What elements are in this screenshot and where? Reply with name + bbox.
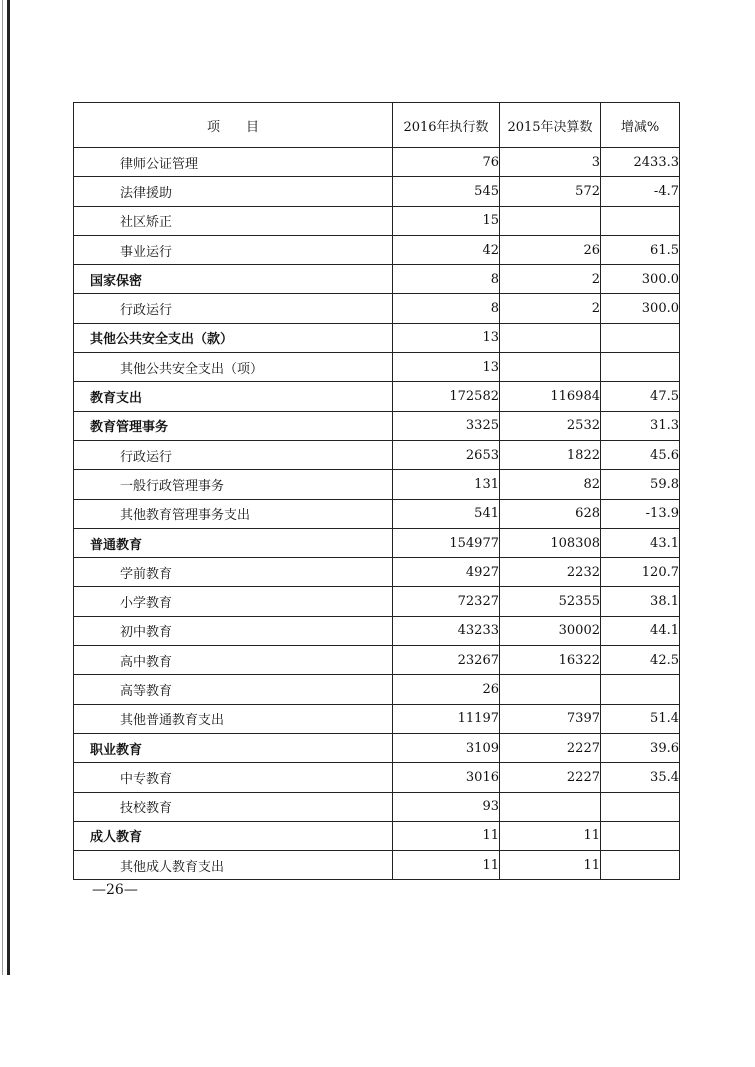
- scan-edge: [7, 0, 10, 975]
- table-row: [74, 235, 680, 264]
- row-2016-value: 76: [393, 148, 500, 177]
- row-change-value: 38.1: [601, 587, 680, 616]
- row-2015-value: 11: [500, 851, 601, 880]
- table-body: [74, 148, 680, 880]
- page-number: —26—: [92, 882, 138, 898]
- row-change-value: 31.3: [601, 411, 680, 440]
- row-change-value: [601, 323, 680, 352]
- row-change-value: 61.5: [601, 235, 680, 264]
- row-2016-value: 23267: [393, 646, 500, 675]
- header-change-percent: 增减%: [601, 103, 680, 148]
- row-2015-value: 108308: [500, 528, 601, 557]
- table-row: [74, 792, 680, 821]
- row-item-name: 教育支出: [74, 382, 393, 411]
- row-2015-value: 11: [500, 821, 601, 850]
- row-item-name: 其他教育管理事务支出: [74, 499, 393, 528]
- table-row: [74, 733, 680, 762]
- row-item-name: 中专教育: [74, 763, 393, 792]
- row-2015-value: 628: [500, 499, 601, 528]
- row-change-value: 45.6: [601, 440, 680, 469]
- row-2016-value: 4927: [393, 558, 500, 587]
- row-2015-value: 1822: [500, 440, 601, 469]
- row-item-name: 事业运行: [74, 235, 393, 264]
- row-2016-value: 13: [393, 323, 500, 352]
- row-item-name: 其他成人教育支出: [74, 851, 393, 880]
- row-2015-value: [500, 792, 601, 821]
- row-change-value: 300.0: [601, 294, 680, 323]
- row-2016-value: 8: [393, 294, 500, 323]
- row-2015-value: 3: [500, 148, 601, 177]
- row-item-name: 行政运行: [74, 440, 393, 469]
- table-row: [74, 763, 680, 792]
- scan-edge-shadow: [2, 0, 3, 975]
- table-row: [74, 704, 680, 733]
- row-item-name: 小学教育: [74, 587, 393, 616]
- row-2016-value: 43233: [393, 616, 500, 645]
- row-2016-value: 15: [393, 206, 500, 235]
- row-2016-value: 11: [393, 851, 500, 880]
- table-row: [74, 148, 680, 177]
- row-2015-value: 116984: [500, 382, 601, 411]
- row-2016-value: 541: [393, 499, 500, 528]
- row-change-value: -13.9: [601, 499, 680, 528]
- row-item-name: 成人教育: [74, 821, 393, 850]
- header-2015-final: 2015年决算数: [500, 103, 601, 148]
- row-2016-value: 3109: [393, 733, 500, 762]
- row-item-name: 其他公共安全支出（款）: [74, 323, 393, 352]
- row-item-name: 初中教育: [74, 616, 393, 645]
- row-2016-value: 2653: [393, 440, 500, 469]
- row-2015-value: 30002: [500, 616, 601, 645]
- row-item-name: 其他普通教育支出: [74, 704, 393, 733]
- row-item-name: 国家保密: [74, 265, 393, 294]
- header-item: 项 目: [74, 103, 393, 148]
- row-2015-value: [500, 206, 601, 235]
- row-change-value: 300.0: [601, 265, 680, 294]
- row-change-value: [601, 206, 680, 235]
- row-2015-value: 2: [500, 265, 601, 294]
- table-row: [74, 646, 680, 675]
- table-row: [74, 587, 680, 616]
- row-2016-value: 93: [393, 792, 500, 821]
- row-item-name: 行政运行: [74, 294, 393, 323]
- row-2015-value: 572: [500, 177, 601, 206]
- table-row: [74, 353, 680, 382]
- row-2016-value: 8: [393, 265, 500, 294]
- table-row: [74, 499, 680, 528]
- row-2015-value: 2232: [500, 558, 601, 587]
- row-2015-value: 2: [500, 294, 601, 323]
- row-change-value: 120.7: [601, 558, 680, 587]
- table-row: [74, 470, 680, 499]
- row-change-value: [601, 821, 680, 850]
- row-change-value: 43.1: [601, 528, 680, 557]
- row-change-value: 42.5: [601, 646, 680, 675]
- row-2016-value: 42: [393, 235, 500, 264]
- table-row: [74, 616, 680, 645]
- row-item-name: 学前教育: [74, 558, 393, 587]
- table-row: [74, 821, 680, 850]
- row-2015-value: [500, 353, 601, 382]
- row-item-name: 律师公证管理: [74, 148, 393, 177]
- row-2015-value: 52355: [500, 587, 601, 616]
- row-2016-value: 11: [393, 821, 500, 850]
- row-item-name: 教育管理事务: [74, 411, 393, 440]
- row-2015-value: 82: [500, 470, 601, 499]
- row-item-name: 一般行政管理事务: [74, 470, 393, 499]
- row-change-value: 35.4: [601, 763, 680, 792]
- row-change-value: 59.8: [601, 470, 680, 499]
- table-row: [74, 558, 680, 587]
- row-2015-value: 7397: [500, 704, 601, 733]
- row-2016-value: 545: [393, 177, 500, 206]
- row-2016-value: 3325: [393, 411, 500, 440]
- row-change-value: 51.4: [601, 704, 680, 733]
- table-row: [74, 294, 680, 323]
- row-2016-value: 72327: [393, 587, 500, 616]
- row-2016-value: 13: [393, 353, 500, 382]
- table-row: [74, 851, 680, 880]
- row-2016-value: 131: [393, 470, 500, 499]
- row-item-name: 其他公共安全支出（项）: [74, 353, 393, 382]
- row-change-value: -4.7: [601, 177, 680, 206]
- row-2016-value: 172582: [393, 382, 500, 411]
- row-change-value: 39.6: [601, 733, 680, 762]
- row-change-value: [601, 353, 680, 382]
- table-row: [74, 265, 680, 294]
- row-item-name: 高等教育: [74, 675, 393, 704]
- row-change-value: [601, 675, 680, 704]
- header-2016-actual: 2016年执行数: [393, 103, 500, 148]
- row-2015-value: 26: [500, 235, 601, 264]
- budget-table: [73, 102, 680, 880]
- table-row: [74, 177, 680, 206]
- row-item-name: 社区矫正: [74, 206, 393, 235]
- row-2015-value: [500, 323, 601, 352]
- row-change-value: 2433.3: [601, 148, 680, 177]
- table-row: [74, 411, 680, 440]
- row-change-value: 47.5: [601, 382, 680, 411]
- table-row: [74, 382, 680, 411]
- row-item-name: 职业教育: [74, 733, 393, 762]
- row-item-name: 普通教育: [74, 528, 393, 557]
- row-change-value: [601, 792, 680, 821]
- table-row: [74, 675, 680, 704]
- table-row: [74, 440, 680, 469]
- row-2015-value: 2227: [500, 733, 601, 762]
- table-row: [74, 323, 680, 352]
- row-change-value: [601, 851, 680, 880]
- table-row: [74, 206, 680, 235]
- row-item-name: 技校教育: [74, 792, 393, 821]
- row-item-name: 高中教育: [74, 646, 393, 675]
- row-2016-value: 11197: [393, 704, 500, 733]
- row-2016-value: 26: [393, 675, 500, 704]
- row-2015-value: 2532: [500, 411, 601, 440]
- table-header-row: [74, 103, 680, 148]
- row-2015-value: [500, 675, 601, 704]
- table-row: [74, 528, 680, 557]
- row-item-name: 法律援助: [74, 177, 393, 206]
- row-2015-value: 2227: [500, 763, 601, 792]
- row-2016-value: 154977: [393, 528, 500, 557]
- row-change-value: 44.1: [601, 616, 680, 645]
- row-2015-value: 16322: [500, 646, 601, 675]
- row-2016-value: 3016: [393, 763, 500, 792]
